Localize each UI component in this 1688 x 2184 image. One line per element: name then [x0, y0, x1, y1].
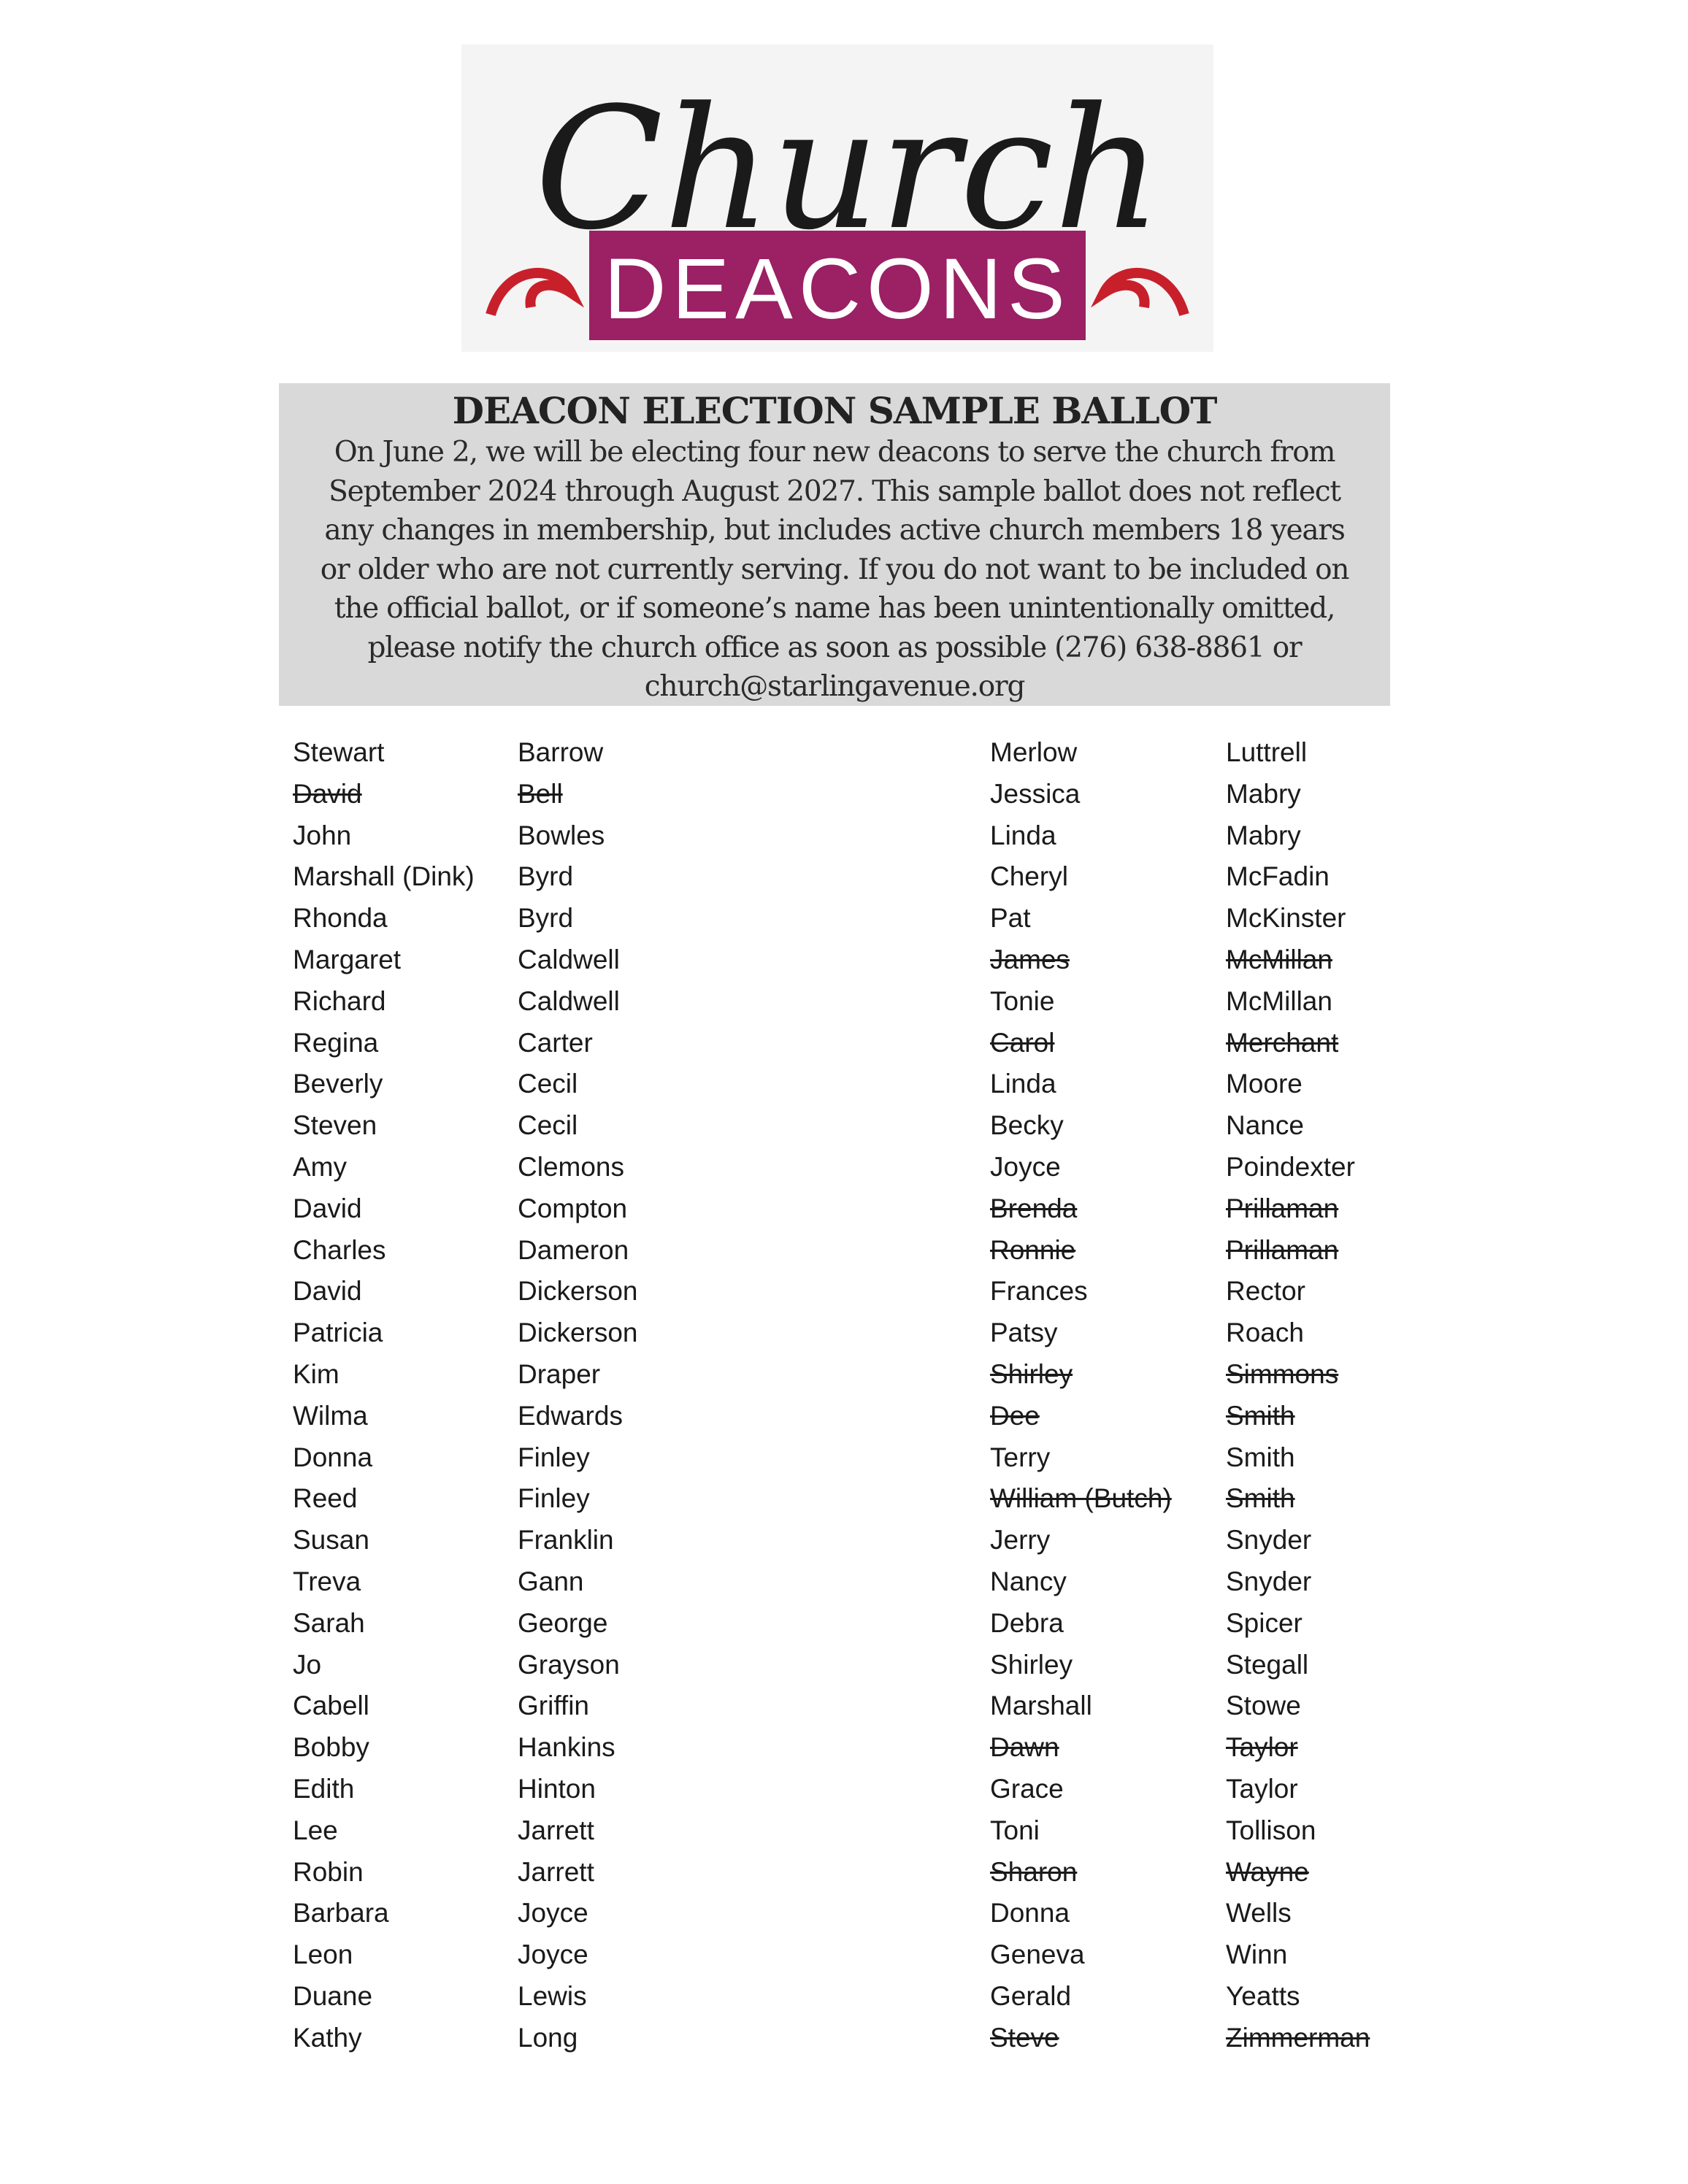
- last-name: Franklin: [518, 1525, 614, 1556]
- first-name: Cabell: [293, 1691, 369, 1721]
- first-name: Leon: [293, 1939, 353, 1970]
- name-row: [0, 1893, 1688, 1934]
- first-name-struck: Ronnie: [990, 1234, 1076, 1265]
- first-name: Robin: [293, 1856, 364, 1887]
- last-name: Jarrett: [518, 1815, 594, 1845]
- first-name: Toni: [990, 1815, 1040, 1845]
- last-name-struck: McMillan: [1226, 944, 1332, 974]
- name-row: [0, 774, 1688, 815]
- first-name: Bobby: [293, 1732, 369, 1763]
- last-name: Taylor: [1226, 1773, 1298, 1804]
- last-name: McMillan: [1226, 985, 1332, 1016]
- last-name: Snyder: [1226, 1525, 1312, 1556]
- name-row: [0, 1230, 1688, 1272]
- name-row: [0, 981, 1688, 1023]
- name-row: [0, 1437, 1688, 1479]
- last-name: Carter: [518, 1027, 593, 1058]
- first-name: Geneva: [990, 1939, 1085, 1970]
- intro-line: the official ballot, or if someone’s name has been unintentionally omitted,: [334, 592, 1335, 625]
- last-name-struck: Wayne: [1226, 1856, 1309, 1887]
- last-name: Luttrell: [1226, 737, 1308, 767]
- last-name: Draper: [518, 1358, 601, 1389]
- first-name: Shirley: [990, 1649, 1073, 1680]
- last-name: Nance: [1226, 1110, 1304, 1141]
- name-row: [0, 1271, 1688, 1312]
- first-name-struck: Carol: [990, 1027, 1055, 1058]
- first-name: Debra: [990, 1607, 1064, 1638]
- name-row: [0, 1312, 1688, 1354]
- last-name: Spicer: [1226, 1607, 1303, 1638]
- first-name: Stewart: [293, 737, 385, 767]
- name-row: [0, 1603, 1688, 1645]
- first-name: Becky: [990, 1110, 1064, 1141]
- candidate-name-list: [0, 732, 1688, 2059]
- name-row: [0, 1105, 1688, 1147]
- first-name-struck: Steve: [990, 2022, 1059, 2053]
- first-name: Susan: [293, 1525, 369, 1556]
- last-name: McKinster: [1226, 903, 1346, 934]
- last-name: Hinton: [518, 1773, 596, 1804]
- first-name: Treva: [293, 1566, 361, 1596]
- first-name: Terry: [990, 1442, 1051, 1472]
- first-name: John: [293, 820, 352, 850]
- last-name: Griffin: [518, 1691, 590, 1721]
- name-row: [0, 898, 1688, 939]
- first-name-struck: David: [293, 778, 362, 809]
- first-name-struck: Dee: [990, 1400, 1040, 1431]
- last-name-struck: Prillaman: [1226, 1234, 1339, 1265]
- first-name-struck: Brenda: [990, 1193, 1078, 1223]
- intro-line: On June 2, we will be electing four new deacons to serve the church from: [334, 436, 1335, 469]
- last-name: Byrd: [518, 903, 574, 934]
- first-name: Merlow: [990, 737, 1078, 767]
- first-name-struck: Sharon: [990, 1856, 1078, 1887]
- last-name: Tollison: [1226, 1815, 1316, 1845]
- last-name: Rector: [1226, 1276, 1305, 1307]
- first-name: Steven: [293, 1110, 377, 1141]
- last-name: Compton: [518, 1193, 628, 1223]
- last-name: Dameron: [518, 1234, 629, 1265]
- first-name: Linda: [990, 820, 1056, 850]
- last-name: Joyce: [518, 1939, 588, 1970]
- last-name-struck: Taylor: [1226, 1732, 1298, 1763]
- last-name: George: [518, 1607, 608, 1638]
- last-name: Snyder: [1226, 1566, 1312, 1596]
- first-name: Edith: [293, 1773, 355, 1804]
- first-name: Frances: [990, 1276, 1088, 1307]
- first-name-struck: William (Butch): [990, 1483, 1172, 1514]
- first-name: Jerry: [990, 1525, 1051, 1556]
- last-name: Stowe: [1226, 1691, 1301, 1721]
- first-name: Donna: [990, 1898, 1070, 1929]
- intro-line: or older who are not currently serving. If you do not want to be included on: [320, 553, 1349, 586]
- first-name: Jessica: [990, 778, 1081, 809]
- last-name: Long: [518, 2022, 578, 2053]
- church-deacons-logo: [461, 45, 1213, 352]
- first-name: Donna: [293, 1442, 373, 1472]
- last-name-struck: Prillaman: [1226, 1193, 1339, 1223]
- last-name-struck: Simmons: [1226, 1358, 1339, 1389]
- last-name: Mabry: [1226, 820, 1301, 850]
- name-row: [0, 1976, 1688, 2018]
- first-name: Reed: [293, 1483, 358, 1514]
- name-row: [0, 1520, 1688, 1561]
- name-row: [0, 856, 1688, 898]
- first-name: Nancy: [990, 1566, 1067, 1596]
- intro-line: any changes in membership, but includes active church members 18 years: [324, 514, 1345, 547]
- first-name: Pat: [990, 903, 1031, 934]
- last-name-struck: Bell: [518, 778, 563, 809]
- last-name: Poindexter: [1226, 1151, 1355, 1182]
- name-row: [0, 1685, 1688, 1727]
- last-name: Stegall: [1226, 1649, 1309, 1680]
- first-name: Duane: [293, 1980, 373, 2011]
- last-name: Bowles: [518, 820, 605, 850]
- first-name: Beverly: [293, 1069, 383, 1099]
- first-name: Lee: [293, 1815, 338, 1845]
- first-name: Patsy: [990, 1318, 1058, 1348]
- last-name: Cecil: [518, 1110, 578, 1141]
- first-name: Regina: [293, 1027, 379, 1058]
- last-name: Lewis: [518, 1980, 587, 2011]
- first-name: David: [293, 1276, 362, 1307]
- ballot-header: [279, 383, 1390, 706]
- name-row: [0, 2018, 1688, 2059]
- last-name-struck: Zimmerman: [1226, 2022, 1370, 2053]
- last-name: Hankins: [518, 1732, 615, 1763]
- last-name: Gann: [518, 1566, 584, 1596]
- last-name: Byrd: [518, 861, 574, 892]
- last-name: Clemons: [518, 1151, 624, 1182]
- first-name: Patricia: [293, 1318, 383, 1348]
- first-name: Amy: [293, 1151, 347, 1182]
- name-row: [0, 1934, 1688, 1976]
- ballot-title: DEACON ELECTION SAMPLE BALLOT: [452, 389, 1217, 432]
- last-name: Moore: [1226, 1069, 1303, 1099]
- name-row: [0, 1147, 1688, 1188]
- first-name: Grace: [990, 1773, 1064, 1804]
- last-name: McFadin: [1226, 861, 1330, 892]
- name-row: [0, 1769, 1688, 1810]
- first-name: Cheryl: [990, 861, 1068, 892]
- first-name: Joyce: [990, 1151, 1061, 1182]
- last-name: Finley: [518, 1442, 590, 1472]
- first-name: Marshall: [990, 1691, 1092, 1721]
- last-name: Wells: [1226, 1898, 1292, 1929]
- last-name-struck: Merchant: [1226, 1027, 1339, 1058]
- first-name: Margaret: [293, 944, 402, 974]
- last-name: Roach: [1226, 1318, 1304, 1348]
- last-name: Yeatts: [1226, 1980, 1300, 2011]
- last-name: Dickerson: [518, 1276, 638, 1307]
- first-name: Rhonda: [293, 903, 388, 934]
- first-name-struck: Dawn: [990, 1732, 1059, 1763]
- first-name: Gerald: [990, 1980, 1072, 2011]
- name-row: [0, 1852, 1688, 1893]
- name-row: [0, 1561, 1688, 1603]
- name-row: [0, 939, 1688, 981]
- first-name-struck: James: [990, 944, 1070, 974]
- name-row: [0, 1810, 1688, 1852]
- last-name: Edwards: [518, 1400, 623, 1431]
- intro-line: please notify the church office as soon as possible (276) 638-8861 or: [367, 631, 1302, 664]
- name-row: [0, 1188, 1688, 1230]
- name-row: [0, 1645, 1688, 1686]
- logo-graphic: [461, 45, 1213, 352]
- first-name: Jo: [293, 1649, 322, 1680]
- last-name: Caldwell: [518, 985, 620, 1016]
- name-row: [0, 815, 1688, 857]
- first-name: David: [293, 1193, 362, 1223]
- last-name: Winn: [1226, 1939, 1288, 1970]
- svg-text:Church: Church: [534, 72, 1162, 267]
- first-name: Kathy: [293, 2022, 362, 2053]
- last-name: Caldwell: [518, 944, 620, 974]
- name-row: [0, 1354, 1688, 1396]
- svg-text:DEACONS: DEACONS: [604, 241, 1071, 337]
- last-name: Grayson: [518, 1649, 620, 1680]
- first-name: Linda: [990, 1069, 1056, 1099]
- first-name-struck: Shirley: [990, 1358, 1073, 1389]
- first-name: Wilma: [293, 1400, 368, 1431]
- first-name: Marshall (Dink): [293, 861, 475, 892]
- last-name: Mabry: [1226, 778, 1301, 809]
- first-name: Richard: [293, 985, 386, 1016]
- name-row: [0, 1064, 1688, 1105]
- last-name-struck: Smith: [1226, 1483, 1295, 1514]
- first-name: Barbara: [293, 1898, 389, 1929]
- name-row: [0, 1396, 1688, 1437]
- name-row: [0, 732, 1688, 774]
- name-row: [0, 1727, 1688, 1769]
- last-name: Smith: [1226, 1442, 1295, 1472]
- last-name: Dickerson: [518, 1318, 638, 1348]
- last-name: Barrow: [518, 737, 604, 767]
- first-name: Sarah: [293, 1607, 365, 1638]
- last-name: Jarrett: [518, 1856, 594, 1887]
- last-name-struck: Smith: [1226, 1400, 1295, 1431]
- first-name: Kim: [293, 1358, 339, 1389]
- first-name: Charles: [293, 1234, 386, 1265]
- intro-line: September 2024 through August 2027. This sample ballot does not reflect: [329, 474, 1340, 508]
- last-name: Finley: [518, 1483, 590, 1514]
- last-name: Cecil: [518, 1069, 578, 1099]
- name-row: [0, 1478, 1688, 1520]
- name-row: [0, 1023, 1688, 1064]
- first-name: Tonie: [990, 985, 1055, 1016]
- contact-email: church@starlingavenue.org: [644, 670, 1025, 703]
- last-name: Joyce: [518, 1898, 588, 1929]
